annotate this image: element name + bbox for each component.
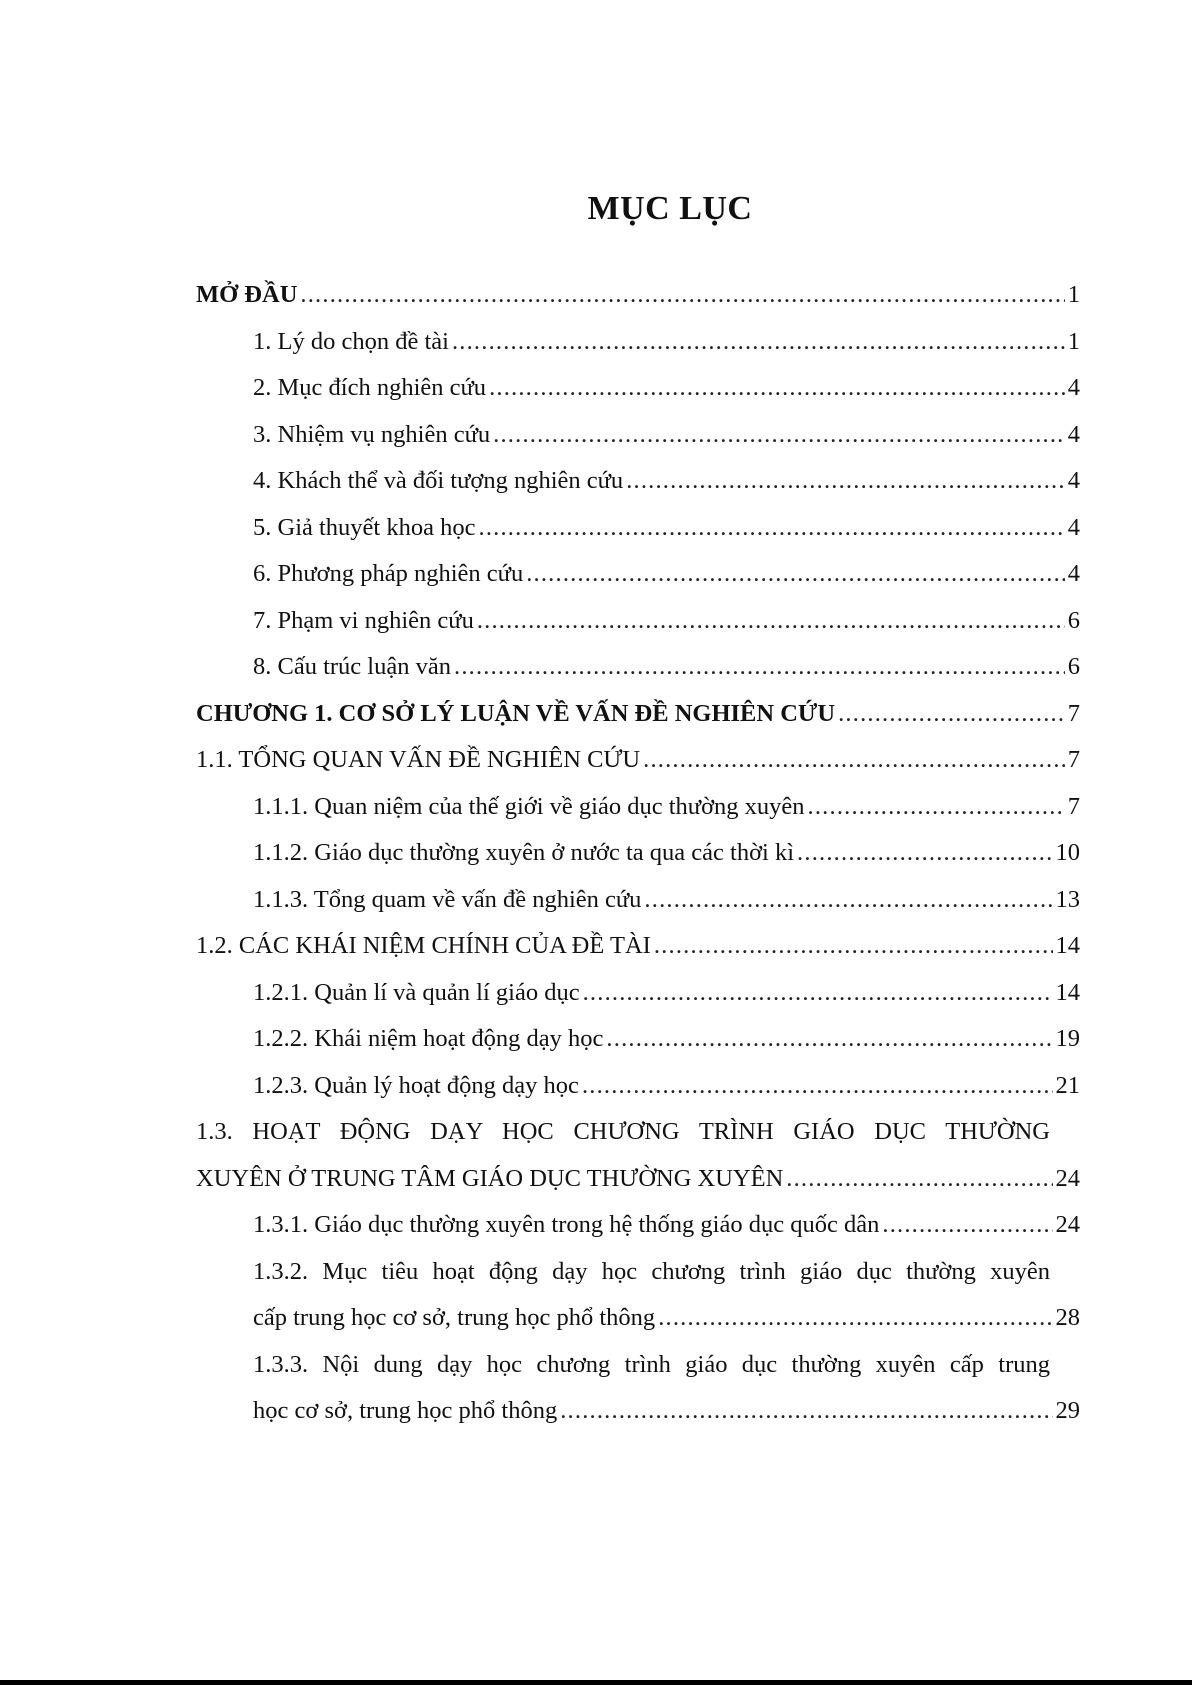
toc-entry[interactable] xyxy=(196,505,1080,552)
toc-entry[interactable] xyxy=(196,923,1080,970)
page-bottom-edge xyxy=(0,1680,1192,1685)
toc-title: MỤC LỤC xyxy=(587,190,753,227)
toc-leader-dots xyxy=(808,784,1065,831)
toc-leader-dots xyxy=(626,458,1065,505)
toc-leader-dots xyxy=(644,877,1052,924)
toc-leader-dots xyxy=(489,365,1065,412)
toc-entry[interactable] xyxy=(196,1202,1080,1249)
toc-entry[interactable] xyxy=(196,551,1080,598)
toc-leader-dots xyxy=(582,1063,1053,1110)
toc-entry-label: 1.1.3. Tổng quam về vấn đề nghiên cứu xyxy=(253,885,642,913)
toc-entry[interactable] xyxy=(196,412,1080,459)
toc-page-number: 4 xyxy=(1067,374,1080,401)
toc-entry[interactable] xyxy=(196,644,1080,691)
toc-entry-line: 1.3.2. Mục tiêu hoạt động dạy học chương trình giáo dục thường xuyên xyxy=(253,1257,1050,1285)
toc-entry-label: 6. Phương pháp nghiên cứu xyxy=(253,560,524,587)
toc-page-number: 14 xyxy=(1055,978,1080,1006)
toc-entry-label: 4. Khách thể và đối tượng nghiên cứu xyxy=(253,467,624,494)
toc-entry-label: 1.1.1. Quan niệm của thế giới về giáo dục thường xuyên xyxy=(253,792,805,820)
toc-entry[interactable] xyxy=(196,272,1080,319)
toc-leader-dots xyxy=(838,691,1065,738)
toc-entry-label: 1.2. CÁC KHÁI NIỆM CHÍNH CỦA ĐỀ TÀI xyxy=(196,932,651,959)
toc-entry-label: 1.1. TỔNG QUAN VẤN ĐỀ NGHIÊN CỨU xyxy=(196,746,641,773)
toc-entry-label: học cơ sở, trung học phổ thông xyxy=(253,1397,558,1424)
toc-page-number: 13 xyxy=(1055,885,1080,913)
toc-leader-dots xyxy=(477,598,1065,645)
toc-page-number: 28 xyxy=(1055,1304,1080,1331)
toc-leader-dots xyxy=(493,412,1065,459)
toc-page-number: 4 xyxy=(1067,467,1080,494)
toc-page-number: 14 xyxy=(1055,932,1080,959)
toc-page-number: 29 xyxy=(1055,1397,1080,1424)
toc-page-number: 4 xyxy=(1067,420,1080,448)
toc-entry[interactable] xyxy=(196,1063,1080,1110)
toc-entry-label: 3. Nhiệm vụ nghiên cứu xyxy=(253,420,491,448)
toc-entry[interactable] xyxy=(196,877,1080,924)
toc-entry-label: cấp trung học cơ sở, trung học phổ thông xyxy=(253,1304,656,1331)
toc-entry-label: 2. Mục đích nghiên cứu xyxy=(253,374,487,401)
toc-entry[interactable] xyxy=(196,1295,1080,1342)
toc-page-number: 1 xyxy=(1067,327,1080,355)
toc-leader-dots xyxy=(786,1156,1052,1203)
toc-leader-dots xyxy=(658,1295,1052,1342)
toc-leader-dots xyxy=(654,923,1053,970)
toc-leader-dots xyxy=(452,319,1065,366)
toc-entry[interactable] xyxy=(196,830,1080,877)
toc-entry-line: 1.3. HOẠT ĐỘNG DẠY HỌC CHƯƠNG TRÌNH GIÁO DỤC THƯỜNG xyxy=(196,1118,1050,1145)
toc-entry[interactable] xyxy=(196,691,1080,738)
toc-entry-label: 1.1.2. Giáo dục thường xuyên ở nước ta qua các thời kì xyxy=(253,839,795,866)
toc-leader-dots xyxy=(526,551,1065,598)
toc-page-number: 6 xyxy=(1067,653,1080,680)
toc-page-number: 4 xyxy=(1067,513,1080,541)
toc-entry-label: 1.2.1. Quản lí và quản lí giáo dục xyxy=(253,978,580,1006)
toc-entry[interactable] xyxy=(196,365,1080,412)
toc-entry[interactable] xyxy=(196,1156,1080,1203)
toc-entry-label: CHƯƠNG 1. CƠ SỞ LÝ LUẬN VỀ VẤN ĐỀ NGHIÊN CỨU xyxy=(196,699,836,727)
toc-entry[interactable] xyxy=(196,1388,1080,1435)
toc-leader-dots xyxy=(479,505,1065,552)
toc-entry-label: 8. Cấu trúc luận văn xyxy=(253,653,451,680)
toc-page-number: 1 xyxy=(1067,281,1080,308)
toc-page-number: 19 xyxy=(1055,1025,1080,1052)
toc-entry-label: XUYÊN Ở TRUNG TÂM GIÁO DỤC THƯỜNG XUYÊN xyxy=(196,1164,784,1192)
toc-page-number: 7 xyxy=(1067,746,1080,773)
toc-entry-label: MỞ ĐẦU xyxy=(196,281,298,308)
toc-leader-dots xyxy=(643,737,1065,784)
toc-leader-dots xyxy=(882,1202,1052,1249)
toc-entry-label: 7. Phạm vi nghiên cứu xyxy=(253,606,474,634)
toc-entry-label: 5. Giả thuyết khoa học xyxy=(253,513,476,541)
toc-leader-dots xyxy=(300,272,1064,319)
toc-entry[interactable] xyxy=(196,1016,1080,1063)
toc-entry[interactable] xyxy=(196,598,1080,645)
toc-entry-label: 1. Lý do chọn đề tài xyxy=(253,327,449,355)
toc-page-number: 4 xyxy=(1067,560,1080,587)
toc-leader-dots xyxy=(797,830,1052,877)
toc-entry-label: 1.2.2. Khái niệm hoạt động dạy học xyxy=(253,1025,604,1052)
toc-page-number: 6 xyxy=(1067,606,1080,634)
toc-entry[interactable] xyxy=(196,784,1080,831)
toc-page-number: 24 xyxy=(1055,1211,1080,1238)
toc-entry[interactable] xyxy=(196,319,1080,366)
toc-page-number: 7 xyxy=(1067,792,1080,820)
toc-leader-dots xyxy=(583,970,1053,1017)
table-of-contents xyxy=(196,272,1080,1435)
toc-page-number: 10 xyxy=(1055,839,1080,866)
toc-leader-dots xyxy=(606,1016,1052,1063)
toc-entry-label: 1.2.3. Quản lý hoạt động dạy học xyxy=(253,1071,579,1099)
toc-leader-dots xyxy=(454,644,1065,691)
toc-entry[interactable] xyxy=(196,458,1080,505)
toc-entry[interactable] xyxy=(196,737,1080,784)
toc-entry-label: 1.3.1. Giáo dục thường xuyên trong hệ thống giáo dục quốc dân xyxy=(253,1211,880,1238)
toc-page-number: 21 xyxy=(1055,1071,1080,1099)
toc-page-number: 7 xyxy=(1067,699,1080,727)
toc-entry[interactable] xyxy=(196,970,1080,1017)
toc-leader-dots xyxy=(560,1388,1052,1435)
toc-entry-line: 1.3.3. Nội dung dạy học chương trình giáo dục thường xuyên cấp trung xyxy=(253,1350,1050,1378)
toc-page-number: 24 xyxy=(1055,1164,1080,1192)
